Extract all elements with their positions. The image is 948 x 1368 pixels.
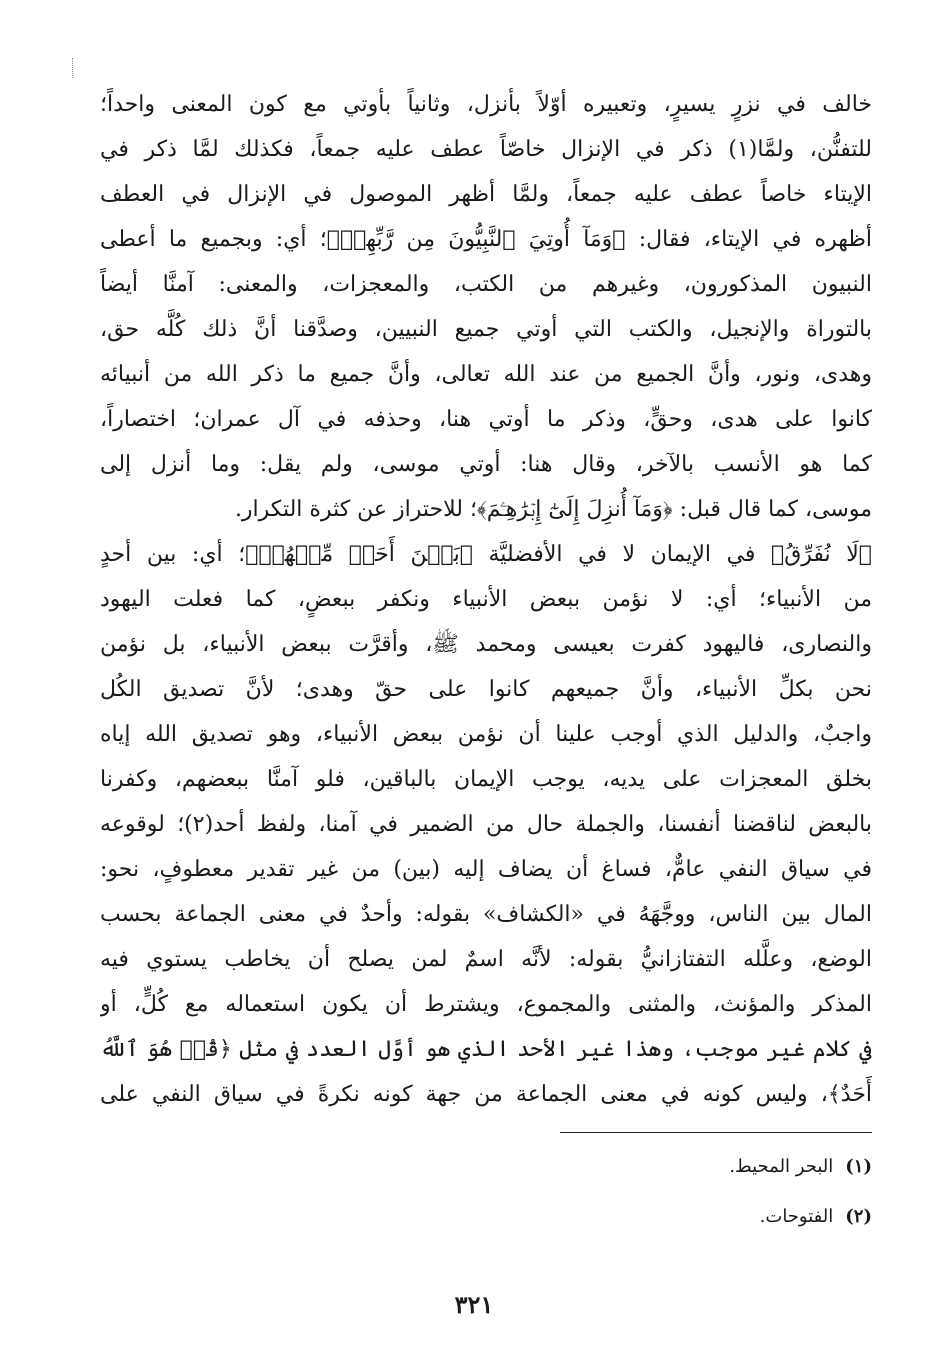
text-line: واجبٌ، والدليل الذي أوجب علينا أن نؤمن ببعض الأنبياء، وهو تصديق الله إياه xyxy=(100,722,872,747)
text-line: في سياق النفي عامٌّ، فساغ أن يضاف إليه (بين) من غير تقدير معطوفٍ، نحو: xyxy=(100,857,872,882)
margin-mark xyxy=(72,58,74,78)
paragraph-2 xyxy=(100,532,872,1117)
page-number: ٣٢١ xyxy=(454,1290,494,1319)
text-line: بالبعض لناقضنا أنفسنا، والجملة حال من الضمير في آمنا، ولفظ أحد(٢)؛ لوقوعه xyxy=(100,812,872,837)
text-line: والنصارى، فاليهود كفرت بعيسى ومحمد ﷺ، وأقرَّت ببعض الأنبياء، بل نؤمن xyxy=(100,632,872,657)
text-line: نحن بكلِّ الأنبياء، وأنَّ جميعهم كانوا على حقّ وهدى؛ لأنَّ تصديق الكُل xyxy=(100,677,872,702)
text-line: ﴿لَا نُفَرِّقُ﴾ في الإيمان لا في الأفضليَّة ﴿بَيۡنَ أَحَدٖ مِّنۡهُمۡ﴾؛ أي: بين أحدٍ xyxy=(100,542,872,567)
footnote-divider xyxy=(560,1132,872,1133)
text-line: المال بين الناس، ووجَّهَهُ في «الكشاف» بقوله: وأحدٌ في معنى الجماعة بحسب xyxy=(100,902,872,927)
text-line: أظهره في الإيتاء، فقال: ﴿وَمَآ أُوتِيَ ٱلنَّبِيُّونَ مِن رَّبِّهِمۡ﴾؛ أي: وبجميع ما أعطى xyxy=(100,227,872,252)
text-line: الإيتاء خاصاً عطف عليه جمعاً، ولمَّا أظهر الموصول في الإنزال في العطف xyxy=(100,182,872,207)
text-line: الوضع، وعلَّله التفتازانيُّ بقوله: لأنَّه اسمٌ لمن يصلح أن يخاطب يستوي فيه xyxy=(100,947,872,972)
text-line: المذكر والمؤنث، والمثنى والمجموع، ويشترط أن يكون استعماله مع كُلٍّ، أو xyxy=(100,992,872,1017)
text-line: كانوا على هدى، وحقٍّ، وذكر ما أوتي هنا، وحذفه في آل عمران؛ اختصاراً، xyxy=(100,407,872,432)
text-line: أَحَدٌ﴾، وليس كونه في معنى الجماعة من جهة كونه نكرةً في سياق النفي على xyxy=(100,1082,872,1107)
footnote-text: البحر المحيط. xyxy=(729,1156,834,1177)
text-line: النبيون المذكورون، وغيرهم من الكتب، والمعجزات، والمعنى: آمنَّا أيضاً xyxy=(100,272,872,297)
text-line: كما هو الأنسب بالآخر، وقال هنا: أوتي موسى، ولم يقل: وما أنزل إلى xyxy=(100,452,872,477)
paragraph-1 xyxy=(100,82,872,532)
footnote-text: الفتوحات. xyxy=(759,1206,834,1227)
footnote-2 xyxy=(560,1192,872,1242)
text-line: للتفنُّن، ولمَّا(١) ذكر في الإنزال خاصّاً عطف عليه جمعاً، فكذلك لمَّا ذكر في xyxy=(100,137,872,162)
text-line: وهدى، ونور، وأنَّ الجميع من عند الله تعالى، وأنَّ جميع ما ذكر الله من أنبيائه xyxy=(100,362,872,387)
footnote-1 xyxy=(560,1142,872,1192)
footnotes xyxy=(560,1142,872,1242)
text-line: بالتوراة والإنجيل، والكتب التي أوتي جميع النبيين، وصدَّقنا أنَّ ذلك كُلَّه حق، xyxy=(100,317,872,342)
text-line: بخلق المعجزات على يديه، يوجب الإيمان بالباقين، فلو آمنَّا ببعضهم، وكفرنا xyxy=(100,767,872,792)
text-line: في كلام غير موجب، وهذا غير الأحد الذي هو أوَّل العدد في مثل ﴿قُلۡ هُوَ ٱللَّهُ xyxy=(100,1037,872,1062)
text-line: موسى، كما قال قبل: ﴿وَمَآ أُنزِلَ إِلَىٰٓ إِبۡرَٰهِـۧمَ﴾؛ للاحتراز عن كثرة التكرار. xyxy=(234,497,872,522)
text-line: خالف في نزرٍ يسيرٍ، وتعبيره أوّلاً بأنزل، وثانياً بأوتي مع كون المعنى واحداً؛ xyxy=(100,92,872,117)
footnote-number: (١) xyxy=(845,1156,872,1177)
footnote-number: (٢) xyxy=(845,1206,872,1227)
text-line: من الأنبياء؛ أي: لا نؤمن ببعض الأنبياء ونكفر ببعضٍ، كما فعلت اليهود xyxy=(100,587,872,612)
